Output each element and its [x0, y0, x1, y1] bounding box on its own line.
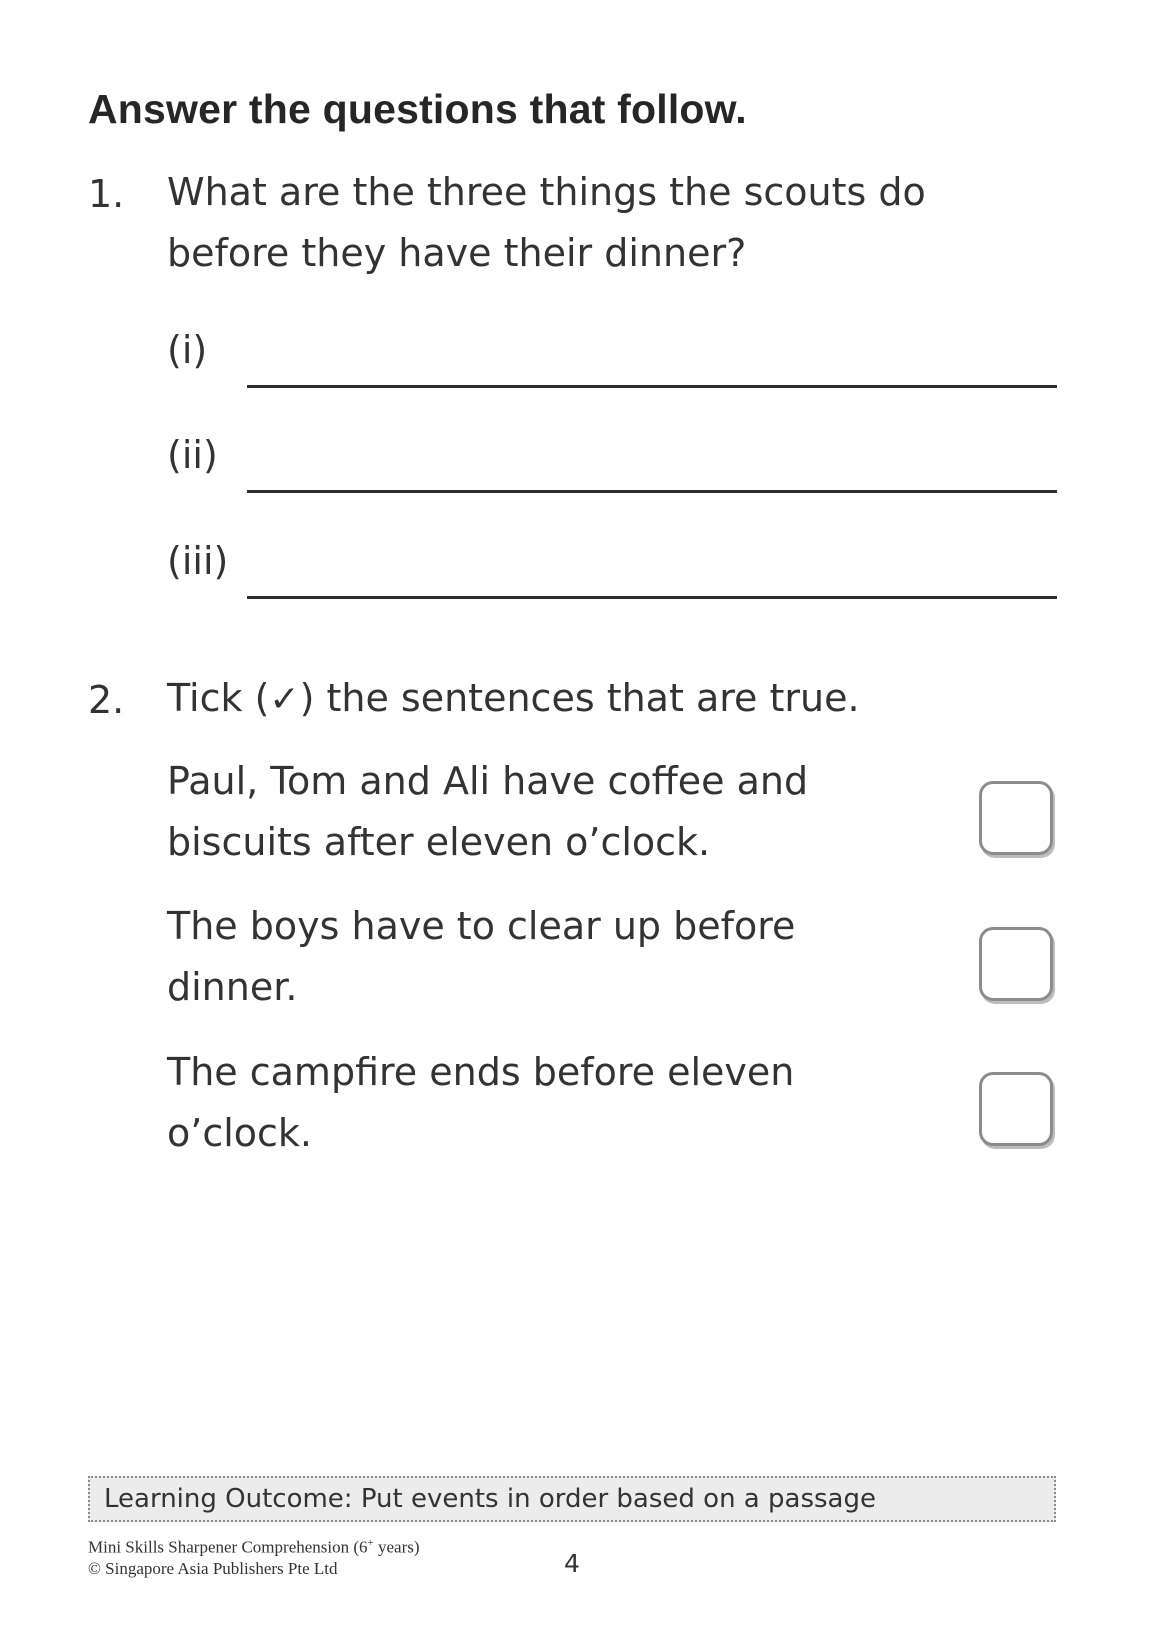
statement-1-line-2: biscuits after eleven o’clock.: [167, 820, 711, 864]
page-number: 4: [564, 1549, 580, 1578]
statement-1: [167, 751, 847, 873]
footer-book-title: [88, 1537, 420, 1558]
answer-label: (ii): [167, 433, 218, 477]
question-1-line-2: before they have their dinner?: [167, 231, 747, 275]
statement-3: [167, 1042, 847, 1164]
tick-box-2[interactable]: [979, 927, 1053, 1001]
answer-line-iii[interactable]: [247, 596, 1057, 599]
answer-row-ii: [167, 433, 1057, 493]
tick-box-3[interactable]: [979, 1072, 1053, 1146]
answer-line-i[interactable]: [247, 385, 1057, 388]
question-2-text: [167, 668, 967, 730]
question-1-line-1: What are the three things the scouts do: [167, 170, 926, 214]
question-2-suffix: ) the sentences that are true.: [299, 676, 860, 720]
book-title: Mini Skills Sharpener Comprehension (6: [88, 1537, 368, 1557]
question-1-text: [167, 162, 967, 284]
answer-row-iii: [167, 539, 1057, 599]
footer-copyright: © Singapore Asia Publishers Pte Ltd: [88, 1559, 338, 1578]
book-age-plus: +: [367, 1537, 374, 1549]
book-title-suffix: years): [373, 1537, 420, 1557]
answer-label: (i): [167, 328, 208, 372]
statement-2: [167, 896, 847, 1018]
statement-2-line-1: The boys have to clear up before: [167, 904, 796, 948]
statement-3-line-1: The campfire ends before eleven: [167, 1050, 795, 1094]
statement-1-line-1: Paul, Tom and Ali have coffee and: [167, 759, 809, 803]
page-heading: Answer the questions that follow.: [88, 86, 747, 132]
statement-3-line-2: o’clock.: [167, 1111, 313, 1155]
tick-box-1[interactable]: [979, 781, 1053, 855]
question-2-prefix: Tick (: [167, 676, 270, 720]
answer-line-ii[interactable]: [247, 490, 1057, 493]
answer-label: (iii): [167, 539, 229, 583]
statement-2-line-2: dinner.: [167, 965, 298, 1009]
learning-outcome-text: Learning Outcome: Put events in order based on a passage: [104, 1484, 876, 1514]
question-1-number: 1.: [88, 172, 125, 216]
checkmark-icon: ✓: [269, 679, 300, 720]
question-2-number: 2.: [88, 678, 125, 722]
learning-outcome-box: [88, 1476, 1056, 1522]
answer-row-i: [167, 328, 1057, 388]
